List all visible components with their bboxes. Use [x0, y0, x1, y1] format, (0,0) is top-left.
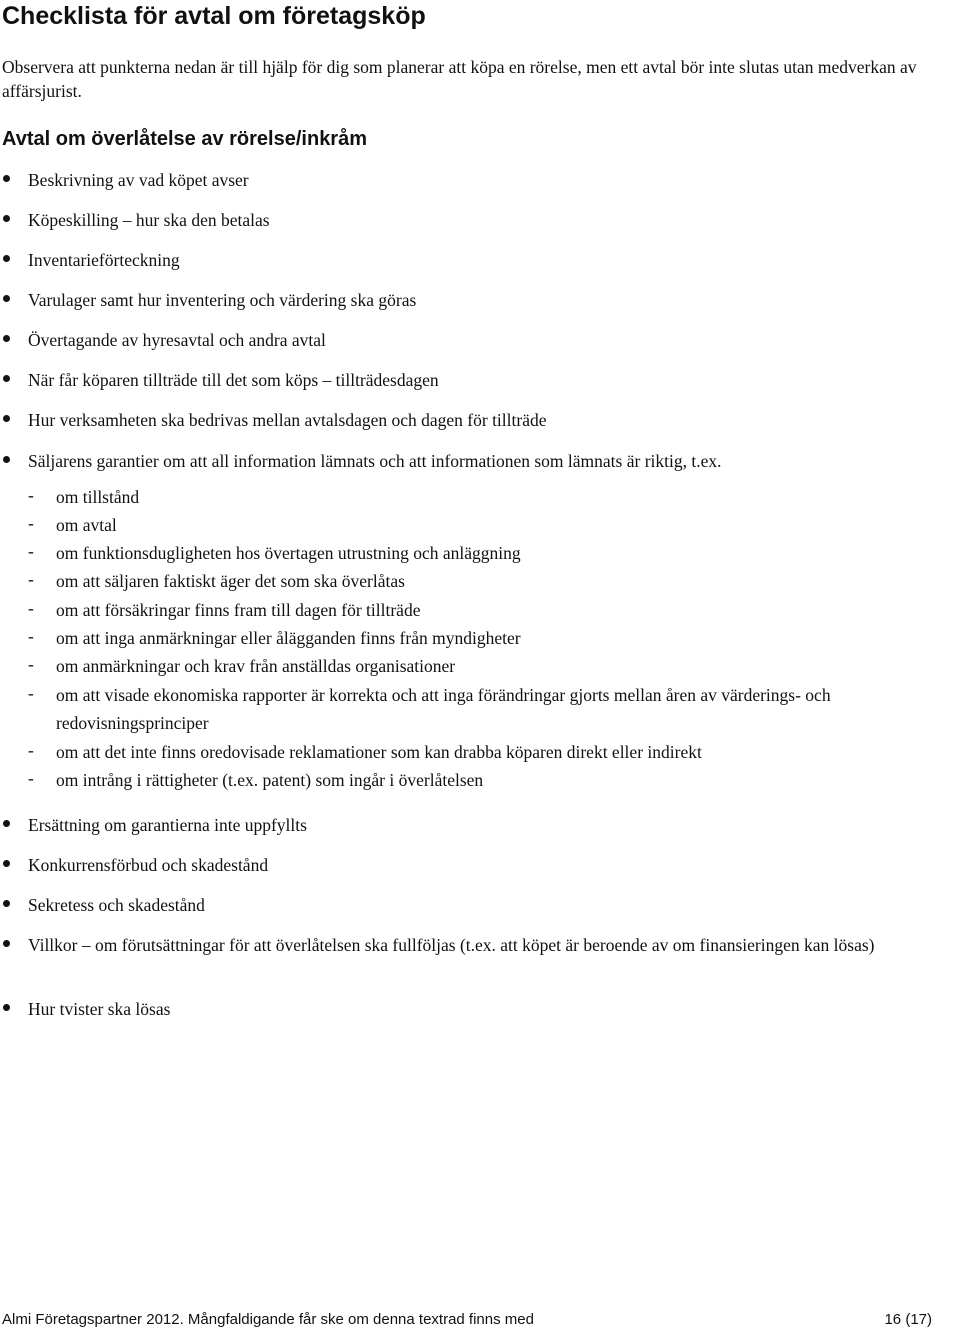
sub-list-item-text: om funktionsdugligheten hos övertagen utrustning och anläggning: [56, 543, 521, 563]
bullet-icon: [3, 335, 10, 342]
dash-marker: -: [28, 513, 34, 533]
document-title: Checklista för avtal om företagsköp: [2, 2, 426, 30]
list-item-text: Hur tvister ska lösas: [28, 999, 171, 1019]
section-heading: Avtal om överlåtelse av rörelse/inkråm: [2, 128, 367, 150]
bullet-icon: [3, 456, 10, 463]
list-item-text: Villkor – om förutsättningar för att överlåtelsen ska fullföljas (t.ex. att köpet är beroende av om finansieringen kan lösas): [28, 935, 875, 955]
page-number: 16 (17): [884, 1311, 932, 1328]
sub-list-item-text: om avtal: [56, 515, 117, 535]
bullet-icon: [3, 820, 10, 827]
list-item-text: Köpeskilling – hur ska den betalas: [28, 210, 270, 230]
bullet-icon: [3, 375, 10, 382]
dash-marker: -: [28, 485, 34, 505]
bullet-icon: [3, 175, 10, 182]
list-item-text: Inventarieförteckning: [28, 250, 180, 270]
bullet-icon: [3, 940, 10, 947]
list-item-text: Ersättning om garantierna inte uppfyllts: [28, 815, 307, 835]
sub-list-item-text: om att försäkringar finns fram till dagen för tillträde: [56, 600, 421, 620]
list-item-text: Säljarens garantier om att all information lämnats och att informationen som lämnats är riktig, t.ex.: [28, 451, 722, 471]
bullet-icon: [3, 1004, 10, 1011]
dash-marker: -: [28, 569, 34, 589]
list-item-text: När får köparen tillträde till det som köps – tillträdesdagen: [28, 370, 439, 390]
list-item-text: Varulager samt hur inventering och värdering ska göras: [28, 290, 417, 310]
bullet-icon: [3, 415, 10, 422]
dash-marker: -: [28, 626, 34, 646]
dash-marker: -: [28, 541, 34, 561]
sub-list-item-text: om att säljaren faktiskt äger det som ska överlåtas: [56, 571, 405, 591]
list-item-text: Beskrivning av vad köpet avser: [28, 170, 249, 190]
list-item-text: Övertagande av hyresavtal och andra avtal: [28, 330, 326, 350]
footer-text: Almi Företagspartner 2012. Mångfaldigande får ske om denna textrad finns med: [2, 1311, 534, 1328]
dash-marker: -: [28, 683, 34, 703]
page-footer: [2, 1309, 932, 1331]
sub-list-item-text: om att visade ekonomiska rapporter är korrekta och att inga förändringar gjorts mellan åren av värderings- och redovisningsprinciper: [56, 685, 831, 733]
dash-marker: -: [28, 654, 34, 674]
sub-list-item-text: om anmärkningar och krav från anställdas organisationer: [56, 656, 456, 676]
intro-paragraph: Observera att punkterna nedan är till hjälp för dig som planerar att köpa en rörelse, men ett avtal bör inte slutas utan medverkan av affärsjurist.: [2, 57, 917, 101]
dash-marker: -: [28, 598, 34, 618]
list-item-text: Sekretess och skadestånd: [28, 895, 205, 915]
dash-marker: -: [28, 768, 34, 788]
list-item-text: Konkurrensförbud och skadestånd: [28, 855, 269, 875]
bullet-icon: [3, 255, 10, 262]
list-item-text: Hur verksamheten ska bedrivas mellan avtalsdagen och dagen för tillträde: [28, 410, 547, 430]
sub-list-item-text: om intrång i rättigheter (t.ex. patent) som ingår i överlåtelsen: [56, 770, 484, 790]
bullet-icon: [3, 215, 10, 222]
sub-list-item-text: om tillstånd: [56, 487, 140, 507]
sub-list-item-text: om att det inte finns oredovisade reklamationer som kan drabba köparen direkt eller indirekt: [56, 742, 702, 762]
bullet-icon: [3, 900, 10, 907]
bullet-icon: [3, 860, 10, 867]
bullet-icon: [3, 295, 10, 302]
dash-marker: -: [28, 740, 34, 760]
sub-list-item-text: om att inga anmärkningar eller ålägganden finns från myndigheter: [56, 628, 521, 648]
